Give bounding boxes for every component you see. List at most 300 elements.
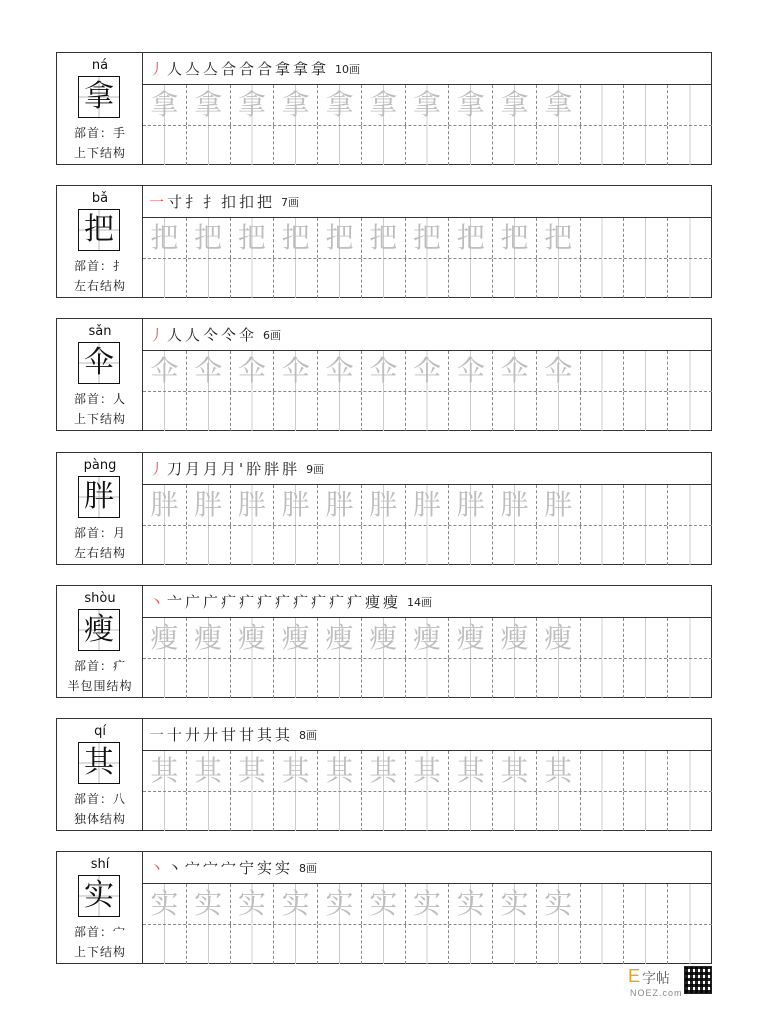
practice-cell (187, 392, 231, 431)
practice-cell (231, 925, 275, 964)
practice-cell (143, 792, 187, 831)
practice-cell (537, 218, 581, 258)
remaining-strokes: 十廾廾甘甘其其 (167, 726, 294, 744)
practice-cell (449, 259, 493, 298)
trace-char: 拿 (369, 88, 398, 121)
trace-char: 伞 (369, 354, 398, 387)
radical-label: 部首：扌 (73, 259, 126, 273)
radical-label: 部首：宀 (73, 925, 126, 939)
practice-cell (362, 792, 406, 831)
trace-row (143, 485, 712, 525)
trace-char: 伞 (456, 354, 485, 387)
trace-char: 其 (237, 754, 266, 787)
practice-cell (668, 751, 712, 791)
stroke-order-row (143, 319, 711, 351)
practice-cell (274, 259, 318, 298)
practice-cell (231, 884, 275, 924)
practice-cell (624, 618, 668, 658)
practice-cell (624, 259, 668, 298)
practice-cell (231, 526, 275, 565)
practice-cell (143, 392, 187, 431)
practice-cell (274, 218, 318, 258)
radical-label: 部首：疒 (73, 659, 126, 673)
char-entry (56, 585, 712, 698)
practice-cell (449, 485, 493, 525)
logo-letter: E (628, 966, 641, 986)
practice-cell (493, 259, 537, 298)
trace-char: 把 (369, 221, 398, 254)
brand-logo (628, 966, 712, 1006)
trace-char: 把 (194, 221, 223, 254)
logo-url: NOEZ.com (630, 988, 683, 998)
structure-label: 上下结构 (73, 945, 126, 959)
practice-cell (581, 126, 625, 165)
practice-cell (537, 618, 581, 658)
trace-char: 实 (412, 887, 441, 920)
practice-cell (362, 618, 406, 658)
remaining-strokes: 人人仒仒伞 (167, 326, 258, 344)
practice-cell (187, 126, 231, 165)
practice-cell (624, 751, 668, 791)
practice-cell (318, 884, 362, 924)
trace-char: 瘦 (237, 621, 266, 654)
practice-cell (624, 925, 668, 964)
practice-cell (493, 925, 537, 964)
practice-cell (231, 392, 275, 431)
trace-char: 实 (500, 887, 529, 920)
practice-cell (362, 526, 406, 565)
first-stroke: 丶 (149, 593, 168, 611)
trace-char: 胖 (369, 488, 398, 521)
practice-cell (537, 884, 581, 924)
practice-cell (143, 884, 187, 924)
trace-char: 瘦 (412, 621, 441, 654)
practice-cell (537, 659, 581, 698)
trace-char: 拿 (150, 88, 179, 121)
trace-char: 实 (369, 887, 398, 920)
practice-cell (274, 925, 318, 964)
practice-cell (143, 751, 187, 791)
practice-cell (581, 925, 625, 964)
practice-cell (362, 884, 406, 924)
practice-cell (274, 392, 318, 431)
practice-cell (668, 659, 712, 698)
trace-char: 把 (325, 221, 354, 254)
practice-cell (668, 618, 712, 658)
practice-cell (449, 925, 493, 964)
trace-char: 胖 (544, 488, 573, 521)
practice-cell (406, 351, 450, 391)
practice-cell (231, 618, 275, 658)
practice-cell (362, 925, 406, 964)
practice-cell (187, 792, 231, 831)
trace-char: 实 (237, 887, 266, 920)
trace-char: 胖 (194, 488, 223, 521)
practice-cell (406, 485, 450, 525)
trace-char: 其 (500, 754, 529, 787)
practice-cell (668, 792, 712, 831)
practice-cell (187, 618, 231, 658)
practice-cell (318, 218, 362, 258)
trace-char: 实 (150, 887, 179, 920)
practice-cell (493, 218, 537, 258)
trace-char: 胖 (500, 488, 529, 521)
practice-cell (187, 925, 231, 964)
practice-cell (362, 126, 406, 165)
model-char: 伞 (84, 345, 114, 380)
pinyin-label: shòu (84, 591, 116, 606)
practice-cell (187, 884, 231, 924)
practice-cell (274, 792, 318, 831)
radical-label: 部首：八 (73, 792, 126, 806)
practice-cell (274, 351, 318, 391)
practice-cell (406, 392, 450, 431)
practice-cell (537, 259, 581, 298)
practice-cell (143, 259, 187, 298)
pinyin-label: pàng (83, 458, 117, 473)
trace-char: 把 (281, 221, 310, 254)
structure-label: 独体结构 (73, 812, 126, 826)
trace-char: 拿 (412, 88, 441, 121)
practice-cell (449, 392, 493, 431)
trace-char: 其 (412, 754, 441, 787)
model-char-box (78, 742, 120, 784)
practice-cell (624, 126, 668, 165)
trace-char: 把 (237, 221, 266, 254)
trace-char: 把 (150, 221, 179, 254)
char-info-panel (57, 53, 143, 164)
practice-grid (143, 85, 712, 164)
model-char: 实 (84, 878, 114, 913)
practice-cell (187, 218, 231, 258)
practice-cell (537, 351, 581, 391)
practice-cell (187, 485, 231, 525)
practice-cell (537, 792, 581, 831)
practice-cell (668, 218, 712, 258)
practice-cell (449, 85, 493, 125)
practice-cell (187, 85, 231, 125)
trace-row (143, 351, 712, 391)
remaining-strokes: 丶宀宀宀宁实实 (167, 859, 294, 877)
practice-cell (493, 618, 537, 658)
first-stroke: 丶 (149, 859, 168, 877)
blank-row (143, 792, 712, 831)
practice-cell (318, 126, 362, 165)
practice-cell (143, 85, 187, 125)
practice-cell (231, 792, 275, 831)
trace-char: 伞 (412, 354, 441, 387)
practice-cell (581, 392, 625, 431)
trace-char: 把 (500, 221, 529, 254)
practice-cell (318, 526, 362, 565)
practice-grid (143, 751, 712, 830)
trace-row (143, 618, 712, 658)
trace-char: 瘦 (544, 621, 573, 654)
char-info-panel (57, 586, 143, 697)
stroke-steps (149, 191, 275, 212)
practice-cell (187, 659, 231, 698)
trace-char: 实 (325, 887, 354, 920)
practice-cell (493, 884, 537, 924)
practice-cell (231, 659, 275, 698)
practice-cell (581, 259, 625, 298)
blank-row (143, 259, 712, 298)
practice-cell (537, 392, 581, 431)
stroke-order-row (143, 186, 711, 218)
stroke-count: 8画 (299, 728, 318, 742)
first-stroke: 丿 (149, 60, 168, 78)
practice-cell (231, 218, 275, 258)
practice-cell (231, 351, 275, 391)
practice-cell (581, 751, 625, 791)
practice-cell (406, 884, 450, 924)
trace-char: 实 (281, 887, 310, 920)
model-char: 其 (84, 745, 114, 780)
practice-cell (668, 925, 712, 964)
char-entry (56, 185, 712, 298)
practice-cell (537, 485, 581, 525)
stroke-order-row (143, 852, 711, 884)
model-char-box (78, 76, 120, 118)
practice-cell (406, 792, 450, 831)
char-entry (56, 52, 712, 165)
practice-cell (362, 485, 406, 525)
practice-grid (143, 218, 712, 297)
remaining-strokes: 亠广广疒疒疒疒疒疒疒疒痩瘦 (167, 593, 402, 611)
practice-cell (362, 259, 406, 298)
structure-label: 左右结构 (73, 279, 126, 293)
char-info-panel (57, 719, 143, 830)
trace-char: 瘦 (150, 621, 179, 654)
practice-cell (318, 351, 362, 391)
trace-row (143, 85, 712, 125)
practice-cell (493, 792, 537, 831)
practice-cell (187, 526, 231, 565)
practice-cell (406, 218, 450, 258)
practice-cell (318, 925, 362, 964)
blank-row (143, 392, 712, 431)
structure-label: 上下结构 (73, 146, 126, 160)
stroke-count: 6画 (263, 328, 282, 342)
practice-cell (668, 351, 712, 391)
model-char-box (78, 609, 120, 651)
trace-char: 拿 (281, 88, 310, 121)
practice-cell (581, 485, 625, 525)
stroke-order-row (143, 586, 711, 618)
practice-cell (668, 392, 712, 431)
practice-cell (449, 618, 493, 658)
practice-cell (493, 126, 537, 165)
practice-cell (624, 351, 668, 391)
model-char-box (78, 209, 120, 251)
practice-cell (274, 485, 318, 525)
practice-cell (668, 526, 712, 565)
remaining-strokes: 人亼亼合合合拿拿拿 (167, 60, 330, 78)
model-char: 拿 (84, 79, 114, 114)
trace-char: 伞 (281, 354, 310, 387)
practice-cell (449, 659, 493, 698)
trace-row (143, 884, 712, 924)
model-char: 瘦 (84, 612, 114, 647)
practice-cell (231, 85, 275, 125)
trace-char: 拿 (325, 88, 354, 121)
model-char-box (78, 476, 120, 518)
practice-cell (449, 526, 493, 565)
practice-cell (581, 218, 625, 258)
stroke-order-row (143, 719, 711, 751)
practice-cell (406, 526, 450, 565)
practice-cell (143, 485, 187, 525)
practice-cell (668, 884, 712, 924)
practice-grid (143, 618, 712, 697)
trace-char: 实 (194, 887, 223, 920)
practice-cell (581, 884, 625, 924)
trace-char: 伞 (325, 354, 354, 387)
trace-char: 其 (369, 754, 398, 787)
trace-char: 拿 (456, 88, 485, 121)
practice-cell (449, 218, 493, 258)
practice-cell (624, 526, 668, 565)
char-info-panel (57, 453, 143, 564)
model-char-box (78, 875, 120, 917)
trace-char: 拿 (237, 88, 266, 121)
trace-char: 把 (456, 221, 485, 254)
practice-cell (362, 85, 406, 125)
practice-cell (493, 751, 537, 791)
practice-cell (449, 351, 493, 391)
practice-cell (624, 659, 668, 698)
blank-row (143, 659, 712, 698)
practice-cell (274, 126, 318, 165)
trace-char: 其 (456, 754, 485, 787)
practice-cell (493, 485, 537, 525)
practice-cell (581, 526, 625, 565)
practice-cell (449, 884, 493, 924)
stroke-steps (149, 58, 329, 79)
practice-cell (143, 351, 187, 391)
trace-char: 伞 (237, 354, 266, 387)
trace-char: 胖 (150, 488, 179, 521)
stroke-count: 14画 (407, 595, 433, 609)
practice-cell (537, 925, 581, 964)
stroke-steps (149, 724, 293, 745)
practice-cell (537, 526, 581, 565)
logo-text: 字帖 (642, 971, 670, 987)
practice-cell (318, 792, 362, 831)
trace-char: 实 (456, 887, 485, 920)
char-entry (56, 318, 712, 431)
practice-cell (318, 485, 362, 525)
practice-cell (537, 751, 581, 791)
blank-row (143, 126, 712, 165)
blank-row (143, 925, 712, 964)
char-info-panel (57, 852, 143, 963)
practice-cell (624, 485, 668, 525)
practice-cell (624, 792, 668, 831)
first-stroke: 丿 (149, 460, 168, 478)
trace-char: 伞 (544, 354, 573, 387)
practice-cell (143, 526, 187, 565)
practice-cell (668, 126, 712, 165)
blank-row (143, 526, 712, 565)
practice-cell (231, 485, 275, 525)
char-entry (56, 452, 712, 565)
radical-label: 部首：月 (73, 526, 126, 540)
trace-char: 胖 (237, 488, 266, 521)
practice-cell (318, 259, 362, 298)
practice-cell (581, 85, 625, 125)
stroke-steps (149, 458, 300, 479)
practice-cell (318, 85, 362, 125)
practice-cell (668, 485, 712, 525)
stroke-steps (149, 857, 293, 878)
trace-char: 其 (150, 754, 179, 787)
practice-cell (187, 351, 231, 391)
radical-label: 部首：手 (73, 126, 126, 140)
structure-label: 半包围结构 (67, 679, 133, 693)
char-info-panel (57, 319, 143, 430)
trace-char: 瘦 (281, 621, 310, 654)
stroke-order-row (143, 53, 711, 85)
practice-cell (143, 659, 187, 698)
practice-cell (581, 659, 625, 698)
pinyin-label: bǎ (91, 191, 109, 206)
model-char: 把 (84, 212, 114, 247)
practice-cell (274, 659, 318, 698)
practice-cell (406, 751, 450, 791)
practice-grid (143, 485, 712, 564)
practice-cell (406, 126, 450, 165)
trace-char: 胖 (325, 488, 354, 521)
trace-char: 瘦 (369, 621, 398, 654)
trace-char: 其 (544, 754, 573, 787)
trace-char: 瘦 (456, 621, 485, 654)
practice-cell (318, 618, 362, 658)
practice-cell (668, 85, 712, 125)
practice-cell (231, 126, 275, 165)
stroke-order-row (143, 453, 711, 485)
char-entry (56, 851, 712, 964)
pinyin-label: qí (94, 724, 106, 739)
char-info-panel (57, 186, 143, 297)
trace-row (143, 218, 712, 258)
practice-cell (231, 259, 275, 298)
practice-cell (406, 618, 450, 658)
practice-cell (493, 85, 537, 125)
practice-cell (362, 392, 406, 431)
practice-cell (493, 392, 537, 431)
structure-label: 左右结构 (73, 546, 126, 560)
trace-char: 胖 (456, 488, 485, 521)
practice-cell (143, 618, 187, 658)
first-stroke: 一 (149, 726, 168, 744)
practice-cell (274, 884, 318, 924)
practice-grid (143, 351, 712, 430)
practice-cell (362, 351, 406, 391)
trace-char: 胖 (281, 488, 310, 521)
practice-cell (187, 751, 231, 791)
trace-char: 胖 (412, 488, 441, 521)
practice-cell (362, 218, 406, 258)
radical-label: 部首：人 (73, 392, 126, 406)
practice-cell (493, 659, 537, 698)
trace-char: 实 (544, 887, 573, 920)
practice-cell (143, 925, 187, 964)
practice-cell (624, 218, 668, 258)
practice-cell (537, 85, 581, 125)
remaining-strokes: 寸扌扌扣扣把 (167, 193, 276, 211)
practice-cell (274, 618, 318, 658)
